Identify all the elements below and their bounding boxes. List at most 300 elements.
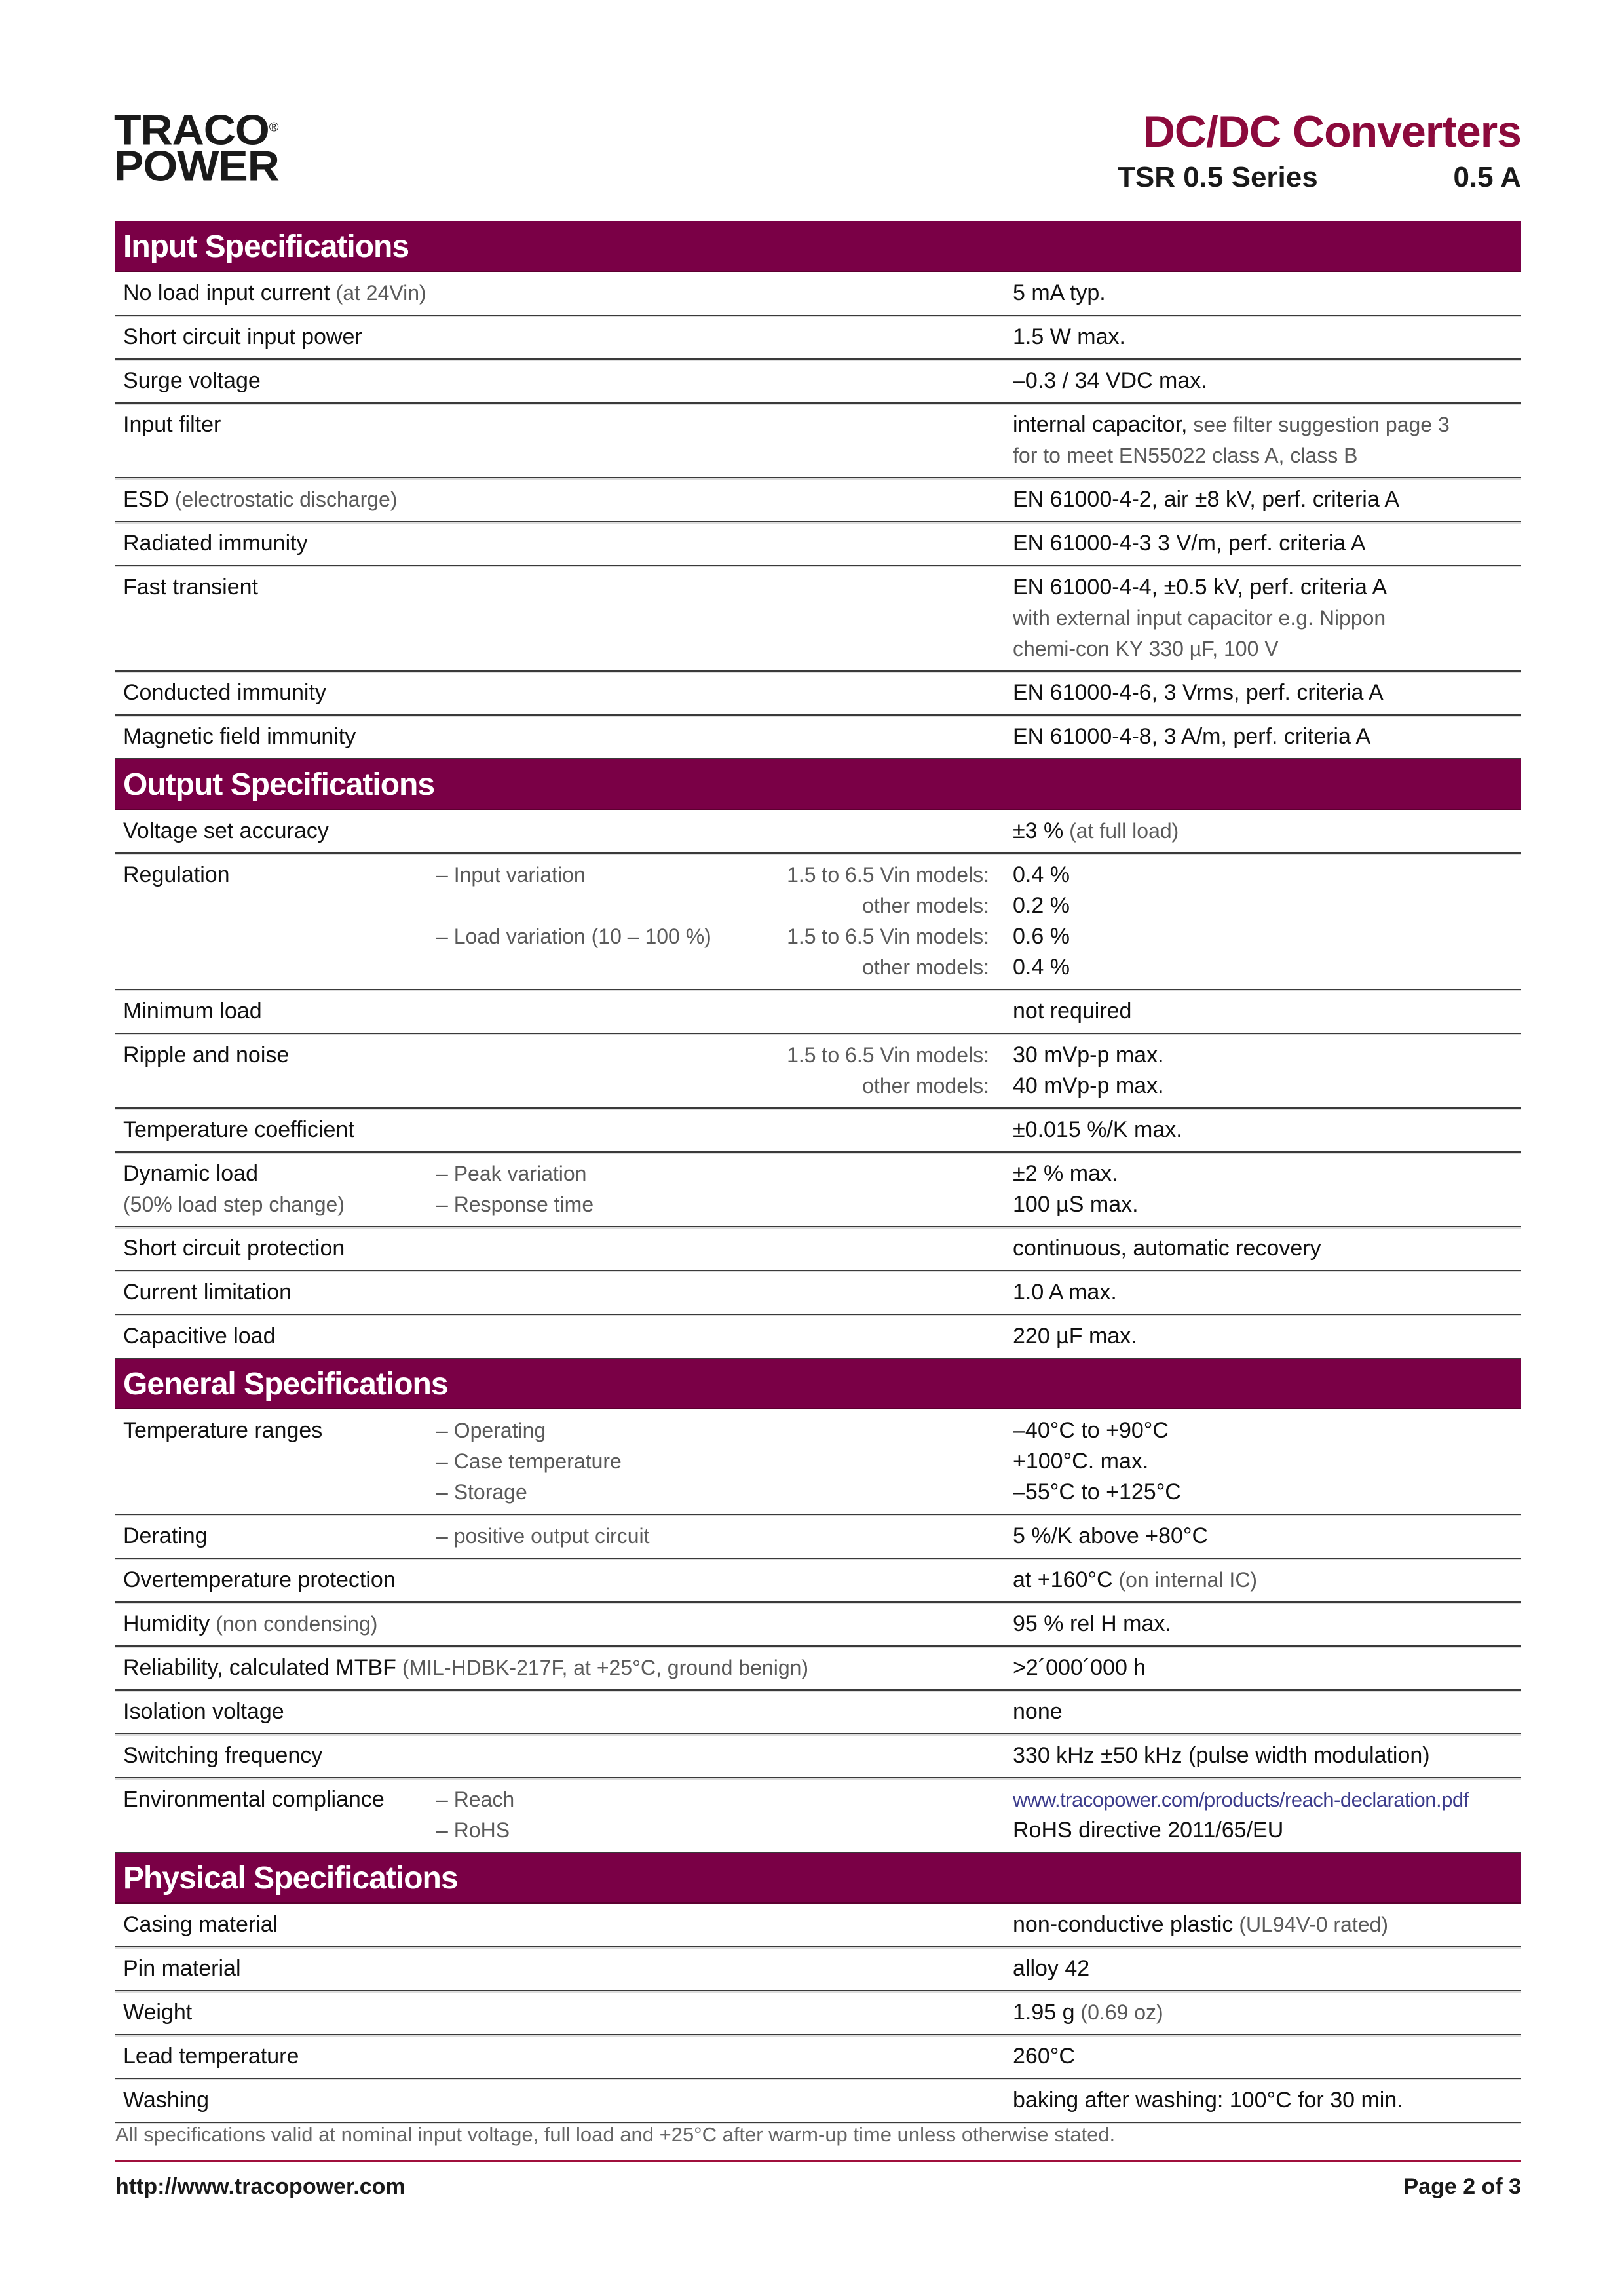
cell-line xyxy=(123,1321,428,1352)
cell-line xyxy=(123,2085,428,2116)
spec-value-cell xyxy=(989,1909,1521,1940)
spec-value-cell xyxy=(989,1784,1521,1846)
section-header: Input Specifications xyxy=(115,221,1521,272)
spec-label-cell xyxy=(115,322,428,353)
cell-text: 40 mVp-p max. xyxy=(1013,1073,1164,1098)
cell-text: Ripple and noise xyxy=(123,1043,290,1067)
cell-line xyxy=(1013,816,1521,847)
cell-text: Overtemperature protection xyxy=(123,1567,396,1592)
cell-text: internal capacitor, xyxy=(1013,412,1188,437)
cell-text: Environmental compliance xyxy=(123,1787,385,1812)
spec-models-cell xyxy=(749,1653,989,1683)
spec-sub-cell xyxy=(428,1277,749,1308)
cell-text: –40°C to +90°C xyxy=(1013,1418,1169,1443)
spec-models-cell xyxy=(749,278,989,309)
spec-sub-cell xyxy=(428,860,749,983)
cell-line xyxy=(1013,1446,1521,1477)
spec-row xyxy=(115,1778,1521,1853)
cell-line xyxy=(1013,484,1521,515)
cell-line xyxy=(1013,410,1521,440)
spec-sub-cell xyxy=(428,1158,749,1220)
spec-sub-cell xyxy=(428,1740,749,1771)
cell-text: Short circuit input power xyxy=(123,324,362,349)
cell-line xyxy=(123,410,428,440)
spec-models-cell xyxy=(749,484,989,515)
spec-models-cell xyxy=(749,860,989,983)
cell-line xyxy=(123,2041,428,2072)
spec-sub-cell xyxy=(428,2041,749,2072)
cell-line xyxy=(1013,890,1521,921)
spec-row xyxy=(115,478,1521,522)
cell-line xyxy=(1013,1815,1521,1846)
page-number: Page 2 of 3 xyxy=(1403,2174,1521,2199)
cell-line xyxy=(1013,1040,1521,1071)
cell-line xyxy=(1013,634,1521,664)
cell-line xyxy=(436,1815,749,1846)
reach-declaration-link[interactable]: www.tracopower.com/products/reach-declaration.pdf xyxy=(1013,1788,1469,1811)
cell-line xyxy=(1013,952,1521,983)
spec-value-cell xyxy=(989,996,1521,1027)
cell-text: 0.6 % xyxy=(1013,924,1070,949)
spec-value-cell xyxy=(989,816,1521,847)
cell-line xyxy=(123,1521,428,1552)
cell-text: EN 61000-4-8, 3 A/m, perf. criteria A xyxy=(1013,724,1371,749)
cell-text: RoHS directive 2011/65/EU xyxy=(1013,1818,1284,1843)
cell-text: (at full load) xyxy=(1063,819,1179,843)
spec-models-cell xyxy=(749,1040,989,1101)
spec-label-cell xyxy=(115,572,428,664)
spec-label-cell xyxy=(115,1740,428,1771)
spec-sub-cell xyxy=(428,572,749,664)
spec-row xyxy=(115,566,1521,672)
spec-models-cell xyxy=(749,1233,989,1264)
series-current: 0.5 A xyxy=(1453,161,1521,193)
spec-models-cell xyxy=(749,322,989,353)
spec-label-cell xyxy=(115,860,428,983)
cell-line xyxy=(1013,1609,1521,1639)
cell-text: Pin material xyxy=(123,1956,241,1981)
spec-models-cell xyxy=(749,1696,989,1727)
cell-line xyxy=(123,1565,428,1596)
cell-line xyxy=(436,890,749,921)
spec-sub-cell xyxy=(428,1653,749,1683)
spec-value-cell xyxy=(989,1158,1521,1220)
series-line xyxy=(1118,161,1521,194)
cell-line xyxy=(1013,440,1521,471)
cell-line xyxy=(123,484,428,515)
spec-row xyxy=(115,2079,1521,2123)
cell-text: EN 61000-4-3 3 V/m, perf. criteria A xyxy=(1013,531,1366,556)
spec-label-cell xyxy=(115,1415,428,1508)
cell-line xyxy=(1013,1233,1521,1264)
cell-text: (MIL-HDBK-217F, at +25°C, ground benign) xyxy=(396,1656,809,1679)
spec-sub-cell xyxy=(428,1909,749,1940)
spec-models-cell xyxy=(749,1997,989,2028)
cell-line xyxy=(1013,1740,1521,1771)
cell-line xyxy=(1013,1277,1521,1308)
cell-text: 30 mVp-p max. xyxy=(1013,1043,1164,1067)
cell-text: 0.4 % xyxy=(1013,862,1070,887)
spec-row xyxy=(115,522,1521,566)
cell-text: 0.4 % xyxy=(1013,955,1070,980)
cell-line xyxy=(123,1115,428,1145)
cell-text: Fast transient xyxy=(123,575,258,600)
spec-label-cell xyxy=(115,278,428,309)
cell-line xyxy=(1013,528,1521,559)
spec-value-cell xyxy=(989,1233,1521,1264)
spec-models-cell xyxy=(749,1115,989,1145)
cell-text: (electrostatic discharge) xyxy=(168,488,398,511)
spec-value-cell xyxy=(989,678,1521,708)
spec-sub-cell xyxy=(428,1321,749,1352)
cell-text: ±3 % xyxy=(1013,818,1064,843)
spec-row xyxy=(115,990,1521,1034)
spec-value-cell xyxy=(989,1740,1521,1771)
cell-text: (on internal IC) xyxy=(1112,1568,1258,1592)
cell-text: ±2 % max. xyxy=(1013,1161,1118,1186)
spec-sub-cell xyxy=(428,2085,749,2116)
spec-row xyxy=(115,810,1521,854)
document-title: DC/DC Converters xyxy=(1142,107,1521,157)
spec-models-cell xyxy=(749,1277,989,1308)
spec-models-cell xyxy=(749,1953,989,1984)
cell-line xyxy=(123,1040,428,1071)
cell-text: baking after washing: 100°C for 30 min. xyxy=(1013,2088,1403,2113)
spec-label-cell xyxy=(115,1233,428,1264)
cell-text: Input filter xyxy=(123,412,221,437)
spec-row xyxy=(115,1734,1521,1778)
cell-line xyxy=(757,952,989,983)
cell-line xyxy=(1013,1953,1521,1984)
spec-sub-cell xyxy=(428,816,749,847)
spec-row xyxy=(115,716,1521,759)
spec-models-cell xyxy=(749,2085,989,2116)
cell-line xyxy=(1013,1784,1521,1815)
cell-line xyxy=(1013,921,1521,952)
spec-row xyxy=(115,1271,1521,1315)
spec-sub-cell xyxy=(428,528,749,559)
cell-line xyxy=(123,1953,428,1984)
cell-text: – Input variation xyxy=(436,863,586,887)
spec-sub-cell xyxy=(428,678,749,708)
cell-text: Washing xyxy=(123,2088,210,2113)
cell-line xyxy=(123,322,428,353)
cell-text: 5 mA typ. xyxy=(1013,280,1106,305)
spec-value-cell xyxy=(989,1953,1521,1984)
cell-line xyxy=(123,1696,428,1727)
cell-text: Minimum load xyxy=(123,999,262,1024)
cell-line xyxy=(757,1071,989,1101)
spec-value-cell xyxy=(989,366,1521,396)
spec-row xyxy=(115,316,1521,360)
cell-line xyxy=(123,528,428,559)
spec-label-cell xyxy=(115,1997,428,2028)
cell-text: –55°C to +125°C xyxy=(1013,1480,1181,1504)
spec-models-cell xyxy=(749,572,989,664)
spec-sub-cell xyxy=(428,322,749,353)
cell-text: 1.5 to 6.5 Vin models: xyxy=(787,1043,989,1067)
spec-models-cell xyxy=(749,1415,989,1508)
cell-line xyxy=(123,816,428,847)
cell-line xyxy=(757,890,989,921)
spec-sub-cell xyxy=(428,1521,749,1552)
cell-line xyxy=(436,1158,749,1189)
cell-text: see filter suggestion page 3 xyxy=(1187,413,1450,436)
spec-label-cell xyxy=(115,1158,428,1220)
footer-divider xyxy=(115,2160,1521,2162)
spec-models-cell xyxy=(749,1565,989,1596)
cell-text: alloy 42 xyxy=(1013,1956,1090,1981)
footer-url-link[interactable]: http://www.tracopower.com xyxy=(115,2174,406,2199)
spec-row xyxy=(115,1603,1521,1647)
cell-text: ±0.015 %/K max. xyxy=(1013,1117,1182,1142)
spec-label-cell xyxy=(115,1115,428,1145)
footnote: All specifications valid at nominal input voltage, full load and +25°C after warm-up time unless otherwise stated. xyxy=(115,2123,1116,2146)
cell-text: Weight xyxy=(123,2000,193,2025)
spec-models-cell xyxy=(749,2041,989,2072)
spec-sub-cell xyxy=(428,1696,749,1727)
spec-label-cell xyxy=(115,1565,428,1596)
spec-tables xyxy=(115,221,1521,2123)
spec-label-cell xyxy=(115,1696,428,1727)
spec-sub-cell xyxy=(428,721,749,752)
spec-value-cell xyxy=(989,1609,1521,1639)
cell-text: 100 µS max. xyxy=(1013,1192,1139,1217)
spec-sub-cell xyxy=(428,410,749,471)
cell-line xyxy=(1013,1997,1521,2028)
spec-label-cell xyxy=(115,1653,809,1683)
spec-models-cell xyxy=(749,1521,989,1552)
cell-text: – Operating xyxy=(436,1419,546,1442)
spec-value-cell xyxy=(989,1040,1521,1101)
cell-text: chemi-con KY 330 µF, 100 V xyxy=(1013,637,1279,660)
cell-line xyxy=(123,366,428,396)
spec-label-cell xyxy=(115,2085,428,2116)
cell-text: 1.5 W max. xyxy=(1013,324,1125,349)
spec-value-cell xyxy=(989,1415,1521,1508)
cell-line xyxy=(1013,1158,1521,1189)
cell-text: 1.95 g xyxy=(1013,2000,1075,2025)
spec-row xyxy=(115,1034,1521,1109)
spec-row xyxy=(115,1947,1521,1991)
registered-mark: ® xyxy=(269,121,278,135)
cell-text: Lead temperature xyxy=(123,2044,299,2069)
spec-models-cell xyxy=(749,366,989,396)
cell-text: (at 24Vin) xyxy=(330,281,426,305)
cell-text: Capacitive load xyxy=(123,1324,276,1349)
cell-text: Humidity xyxy=(123,1611,210,1636)
cell-line xyxy=(123,1233,428,1264)
cell-line xyxy=(123,1158,428,1189)
cell-line xyxy=(1013,1415,1521,1446)
spec-value-cell xyxy=(989,1696,1521,1727)
spec-sub-cell xyxy=(428,1609,749,1639)
cell-line xyxy=(123,1653,809,1683)
cell-text: – Reach xyxy=(436,1788,515,1811)
cell-text: – Peak variation xyxy=(436,1162,587,1185)
cell-text: EN 61000-4-2, air ±8 kV, perf. criteria A xyxy=(1013,487,1400,512)
cell-text: Temperature coefficient xyxy=(123,1117,354,1142)
cell-text: –0.3 / 34 VDC max. xyxy=(1013,368,1207,393)
spec-row xyxy=(115,1109,1521,1153)
cell-line xyxy=(757,921,989,952)
cell-line xyxy=(1013,996,1521,1027)
cell-text: – Storage xyxy=(436,1480,527,1504)
spec-value-cell xyxy=(989,484,1521,515)
cell-line xyxy=(123,1909,428,1940)
cell-text: Magnetic field immunity xyxy=(123,724,356,749)
spec-sub-cell xyxy=(428,278,749,309)
logo-line2: POWER xyxy=(114,142,279,190)
spec-row xyxy=(115,272,1521,316)
spec-label-cell xyxy=(115,816,428,847)
spec-models-cell xyxy=(749,996,989,1027)
spec-row xyxy=(115,1515,1521,1559)
cell-text: >2´000´000 h xyxy=(1013,1655,1146,1680)
spec-row xyxy=(115,360,1521,404)
cell-text: – Response time xyxy=(436,1193,594,1216)
spec-value-cell xyxy=(989,1321,1521,1352)
cell-line xyxy=(1013,2041,1521,2072)
cell-text: Switching frequency xyxy=(123,1743,323,1768)
cell-line xyxy=(123,1189,428,1220)
spec-models-cell xyxy=(749,1158,989,1220)
spec-label-cell xyxy=(115,996,428,1027)
spec-label-cell xyxy=(115,721,428,752)
spec-label-cell xyxy=(115,366,428,396)
spec-models-cell xyxy=(749,721,989,752)
traco-power-logo xyxy=(114,106,279,190)
cell-text: Isolation voltage xyxy=(123,1699,284,1724)
cell-text: Casing material xyxy=(123,1912,278,1937)
cell-text: Conducted immunity xyxy=(123,680,326,705)
cell-text: continuous, automatic recovery xyxy=(1013,1236,1321,1261)
cell-line xyxy=(123,1784,428,1815)
section-header: Output Specifications xyxy=(115,759,1521,810)
cell-text: 1.5 to 6.5 Vin models: xyxy=(787,863,989,887)
cell-text: 5 %/K above +80°C xyxy=(1013,1523,1209,1548)
spec-models-cell xyxy=(749,1740,989,1771)
cell-line xyxy=(1013,860,1521,890)
spec-value-cell xyxy=(989,322,1521,353)
cell-line xyxy=(436,1477,749,1508)
cell-text: – positive output circuit xyxy=(436,1524,650,1548)
cell-line xyxy=(436,1189,749,1220)
cell-text: for to meet EN55022 class A, class B xyxy=(1013,444,1358,467)
cell-line xyxy=(1013,721,1521,752)
cell-line xyxy=(123,1997,428,2028)
cell-text: other models: xyxy=(862,1074,989,1098)
spec-models-cell xyxy=(749,410,989,471)
spec-models-cell xyxy=(749,816,989,847)
cell-text: 260°C xyxy=(1013,2044,1075,2069)
cell-line xyxy=(123,996,428,1027)
cell-line xyxy=(436,1521,749,1552)
cell-line xyxy=(123,278,428,309)
section-header: Physical Specifications xyxy=(115,1853,1521,1904)
cell-text: – Load variation (10 – 100 %) xyxy=(436,925,711,948)
spec-value-cell xyxy=(989,1115,1521,1145)
cell-line xyxy=(1013,1653,1521,1683)
cell-text: 1.0 A max. xyxy=(1013,1280,1117,1305)
cell-line xyxy=(1013,366,1521,396)
spec-label-cell xyxy=(115,484,428,515)
cell-line xyxy=(757,860,989,890)
spec-value-cell xyxy=(989,572,1521,664)
cell-line xyxy=(1013,572,1521,603)
cell-text: at +160°C xyxy=(1013,1567,1113,1592)
cell-line xyxy=(1013,1321,1521,1352)
cell-text: No load input current xyxy=(123,280,330,305)
spec-label-cell xyxy=(115,1909,428,1940)
cell-line xyxy=(123,1415,428,1446)
spec-row xyxy=(115,1991,1521,2035)
cell-text: other models: xyxy=(862,894,989,917)
cell-line xyxy=(757,1040,989,1071)
spec-row xyxy=(115,672,1521,716)
cell-text: 220 µF max. xyxy=(1013,1324,1137,1349)
cell-text: 0.2 % xyxy=(1013,893,1070,918)
spec-models-cell xyxy=(749,1784,989,1846)
cell-text: Derating xyxy=(123,1523,208,1548)
cell-text: (UL94V-0 rated) xyxy=(1233,1913,1388,1936)
cell-text: Surge voltage xyxy=(123,368,261,393)
cell-line xyxy=(1013,322,1521,353)
cell-line xyxy=(123,678,428,708)
cell-text: Reliability, calculated MTBF xyxy=(123,1655,396,1680)
spec-sub-cell xyxy=(428,1415,749,1508)
cell-text: EN 61000-4-6, 3 Vrms, perf. criteria A xyxy=(1013,680,1384,705)
spec-row xyxy=(115,1559,1521,1603)
spec-row xyxy=(115,854,1521,990)
spec-row xyxy=(115,1315,1521,1359)
cell-line xyxy=(436,1415,749,1446)
spec-label-cell xyxy=(115,1953,428,1984)
spec-row xyxy=(115,1227,1521,1271)
spec-label-cell xyxy=(115,678,428,708)
cell-line xyxy=(1013,2085,1521,2116)
cell-text: non-conductive plastic xyxy=(1013,1912,1234,1937)
spec-value-cell xyxy=(989,2085,1521,2116)
spec-label-cell xyxy=(115,1609,428,1639)
cell-text: other models: xyxy=(862,955,989,979)
spec-sub-cell xyxy=(428,1040,749,1101)
cell-text: not required xyxy=(1013,999,1132,1024)
spec-value-cell xyxy=(989,2041,1521,2072)
section-header: General Specifications xyxy=(115,1359,1521,1409)
cell-line xyxy=(1013,1521,1521,1552)
spec-value-cell xyxy=(989,721,1521,752)
cell-line xyxy=(1013,678,1521,708)
cell-line xyxy=(436,952,749,983)
spec-label-cell xyxy=(115,2041,428,2072)
cell-text: 330 kHz ±50 kHz (pulse width modulation) xyxy=(1013,1743,1430,1768)
cell-text: ESD xyxy=(123,487,169,512)
spec-row xyxy=(115,1153,1521,1227)
spec-label-cell xyxy=(115,1277,428,1308)
spec-row xyxy=(115,1409,1521,1515)
cell-line xyxy=(1013,278,1521,309)
cell-line xyxy=(436,1446,749,1477)
cell-text: 95 % rel H max. xyxy=(1013,1611,1171,1636)
spec-models-cell xyxy=(749,1321,989,1352)
spec-label-cell xyxy=(115,410,428,471)
spec-sub-cell xyxy=(428,1115,749,1145)
spec-row xyxy=(115,404,1521,478)
cell-line xyxy=(1013,1696,1521,1727)
spec-sub-cell xyxy=(428,1997,749,2028)
cell-text: Temperature ranges xyxy=(123,1418,323,1443)
